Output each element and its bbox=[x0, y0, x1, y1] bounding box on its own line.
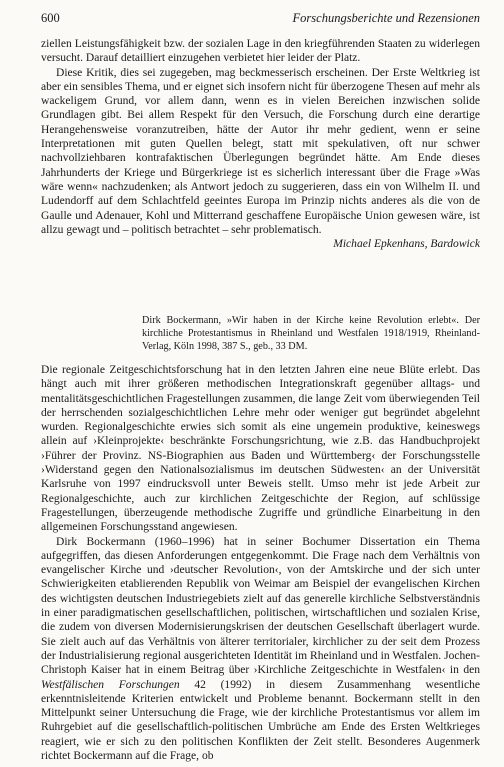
review-text bbox=[41, 363, 480, 763]
section-title: Forschungsberichte und Rezensionen bbox=[292, 11, 480, 25]
paragraph: Diese Kritik, dies sei zugegeben, mag beckmesserisch erscheinen. Der Erste Weltkrieg ist aber ein sensibles Thema, und er eignet sich insofern nicht für überzogene Thesen auf mehr als wackeligem Grund, vor allem dann, wenn es in vielen Bereichen inzwischen solide Grundlagen gibt. Bei allem Respekt für den Versuch, die Forschung durch eine derartige Herangehensweise voranzutreiben, hätte der Autor ihr mehr gedient, wenn er seine Interpretationen mit guten Quellen belegt, statt mit spekulativen, oft nur schwer nachvollziehbaren kontrafaktischen Überlegungen begründet hätte. Am Ende dieses Jahrhunderts der Kriege und Bürgerkriege ist es sicherlich interessant über die Frage »Was wäre wenn« nachzudenken; als Antwort jedoch zu suggerieren, dass ein von Wilhelm II. und Ludendorff auf dem Schlachtfeld geeintes Europa im Prinzip nichts anderes als die von de Gaulle und Adenauer, Kohl und Mitterrand geschaffene Europäische Union gewesen wäre, ist allzu gewagt und – politisch betrachtet – sehr problematisch. bbox=[41, 66, 480, 236]
paragraph bbox=[41, 535, 480, 764]
journal-title: Westfälischen Forschungen bbox=[41, 678, 180, 691]
page-number: 600 bbox=[41, 11, 60, 25]
text-segment: Dirk Bockermann (1960–1996) hat in seiner Bochumer Dissertation ein Thema aufgegriffen, das diesen Anforderungen entgegenkommt. Die Frage nach dem Verhältnis von evangelischer Kirche und ›deutscher Revolution‹, von der Amtskirche und der sich unter Schwierigkeiten etablierenden Republik von Weimar am Beispiel der evangelischen Kirchen des wichtigsten deutschen Industriegebiets zielt auf das generelle kirchliche Selbstverständnis in einer paradigmatischen gesellschaftlichen, politischen, wirtschaftlichen und sozialen Krise, die zudem von diversen Modernisierungskrisen der deutschen Gesellschaft überlagert wurde. Sie zielt auch auf das Verhältnis von älterer territorialer, kirchlicher zu der seit dem Prozess der Industrialisierung regional ausgerichteten Identität im Rheinland und in Westfalen. Jochen-Christoph Kaiser hat in einem Beitrag über ›Kirchliche Zeitgeschichte in Westfalen‹ in den bbox=[41, 535, 480, 677]
paragraph: ziellen Leistungsfähigkeit bzw. der sozialen Lage in den kriegführenden Staaten zu widerlegen versucht. Darauf detailliert einzugehen verbietet hier leider der Platz. bbox=[41, 38, 480, 65]
paragraph: Die regionale Zeitgeschichtsforschung hat in den letzten Jahren eine neue Blüte erlebt. Das hängt auch mit ihrer größeren methodischen Integrationskraft gegenüber alltags- und mentalitätsgeschichtlichen Fragestellungen zusammen, die lange Zeit vom überwiegenden Teil der herrschenden sozialgeschichtlichen Lehre mehr oder weniger gut begründet abgelehnt wurden. Regionalgeschichte erwies sich somit als eine ungemein produktive, keineswegs allein auf ›Kleinprojekte‹ beschränkte Forschungsrichtung, wie z.B. das Handbuchprojekt ›Führer der Provinz. NS-Biographien aus Baden und Württemberg‹ der Forschungsstelle ›Widerstand gegen den Nationalsozialismus im deutschen Südwesten‹ an der Universität Karlsruhe von 1997 eindrucksvoll unter Beweis stellt. Umso mehr ist jede Arbeit zur Regionalgeschichte, auch zur kirchlichen Zeitgeschichte der Region, auf schlüssige Fragestellungen, überzeugende methodische Zugriffe und gründliche Einarbeitung in den allgemeinen Forschungsstand angewiesen. bbox=[41, 364, 480, 534]
reviewer-signature: Michael Epkenhans, Bardowick bbox=[333, 238, 480, 251]
text-segment: 42 (1992) in diesem Zusammenhang wesentliche erkenntnisleitende Kriterien entwickelt und Probleme benannt. Bockermann stellt in den Mittelpunkt seiner Untersuchung die Frage, wie der kirchliche Protestantismus vor allem im Ruhrgebiet auf die gesellschaftlich-politischen Umbrüche am Ende des Ersten Weltkrieges reagiert, wie er sich zu den politischen Konflikten der Zeit stellt. Besonderes Augenmerk richtet Bockermann auf die Frage, ob bbox=[41, 678, 480, 763]
review-bibliography: Dirk Bockermann, »Wir haben in der Kirche keine Revolution erlebt«. Der kirchliche Protestantismus in Rheinland und Westfalen 1918/1919, Rheinland-Verlag, Köln 1998, 387 S., geb., 33 DM. bbox=[142, 315, 480, 353]
previous-review-text bbox=[41, 37, 480, 251]
running-header bbox=[41, 11, 480, 26]
